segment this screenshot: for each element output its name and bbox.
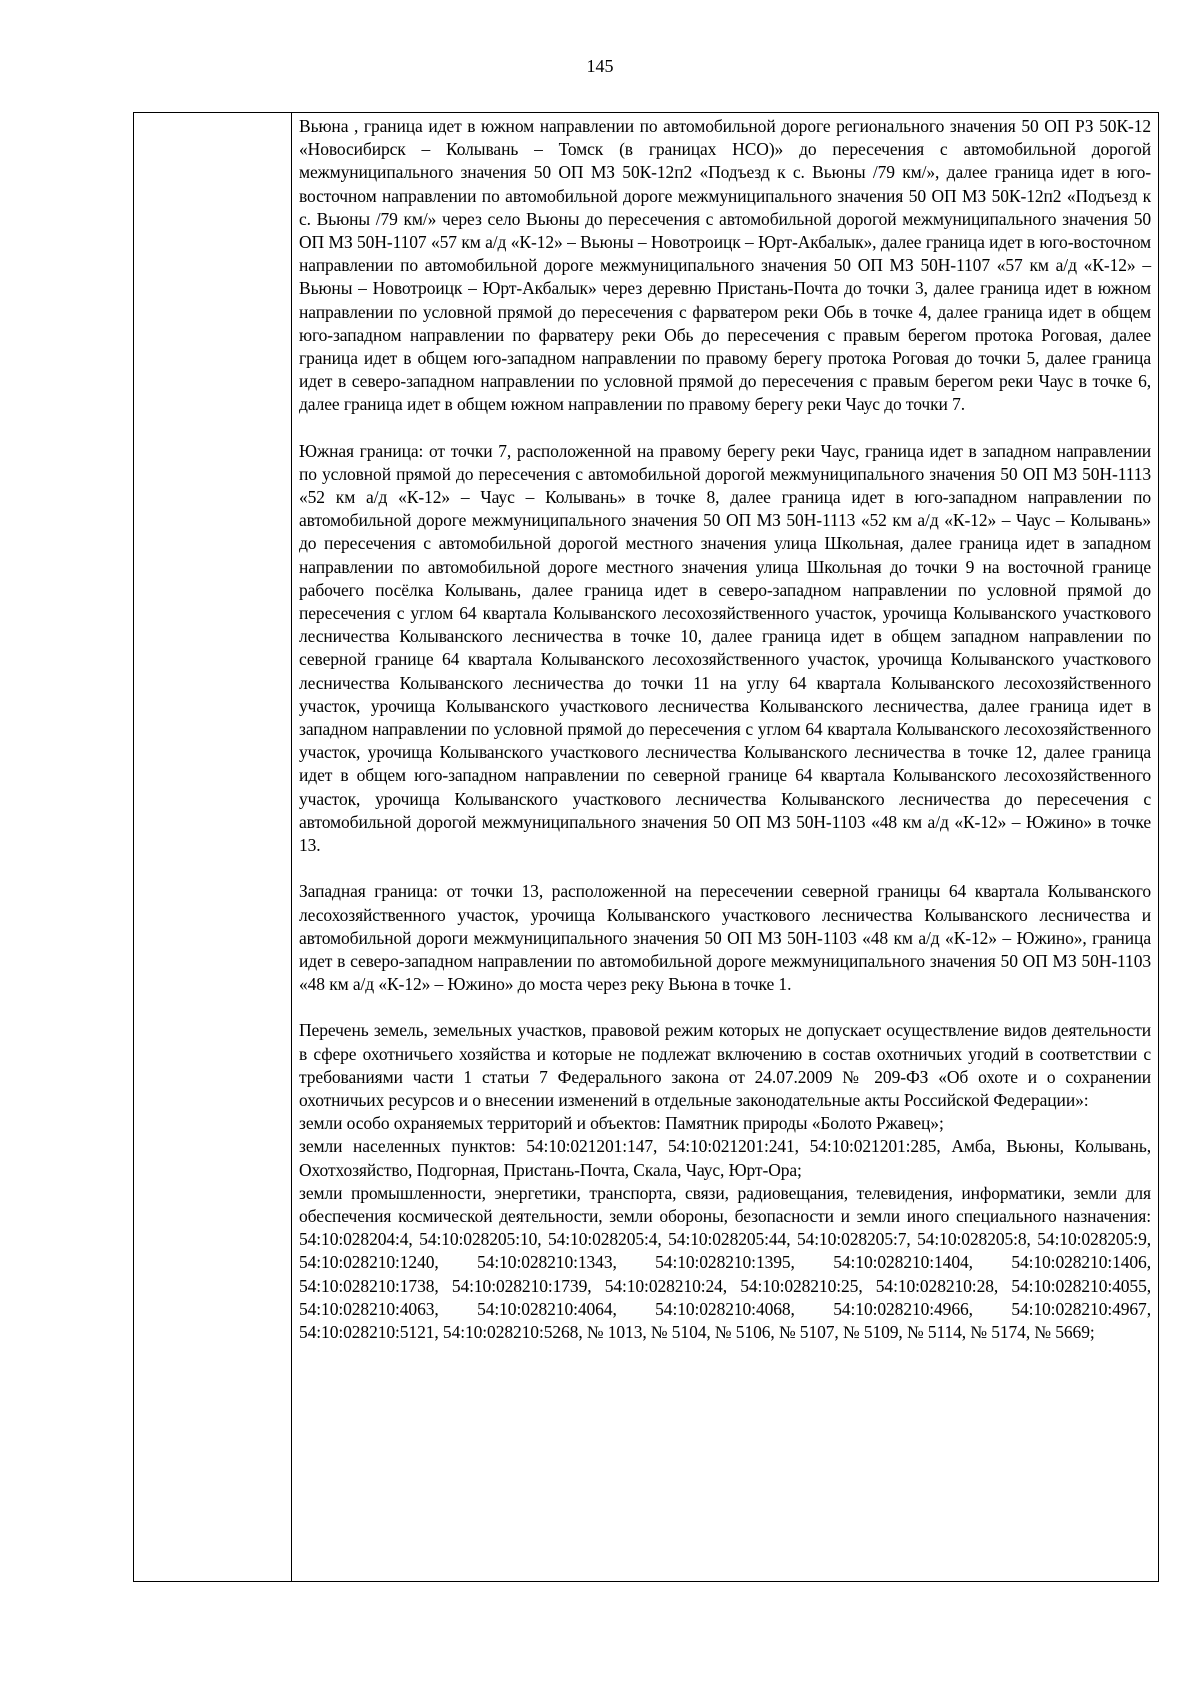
industrial-special-lands: земли промышленности, энергетики, транспорта, связи, радиовещания, телевидения, информатики, земли для обеспечения космической деятельности, земли обороны, безопасности и земли иного специального назначения: 54:10:028204:4, 54:10:028205:10, 54:10:028205:4, 54:10:028205:44, 54:10:028205:7, 54:10:028205:8, 54:10:028205:9, 54:10:028210:1240, 54:10:028210:1343, 54:10:028210:1395, 54:10:028210:1404, 54:10:028210:1406, 54:10:028210:1738, 54:10:028210:1739, 54:10:028210:24, 54:10:028210:25, 54:10:028210:28, 54:10:028210:4055, 54:10:028210:4063, 54:10:028210:4064, 54:10:028210:4068, 54:10:028210:4966, 54:10:028210:4967, 54:10:028210:5121, 54:10:028210:5268, № 1013, № 5104, № 5106, № 5107, № 5109, № 5114, № 5174, № 5669; (299, 1182, 1151, 1342)
protected-territories-lands: земли особо охраняемых территорий и объектов: Памятник природы «Болото Ржавец»; (299, 1113, 944, 1134)
southern-boundary-paragraph: Южная граница: от точки 7, расположенной на правому берегу реки Чаус, граница идет в западном направлении по условной прямой до пересечения с автомобильной дорогой межмуниципального значения 50 ОП МЗ 50Н-1113 «52 км а/д «К-12» – Чаус – Колывань» в точке 8, далее граница идет в юго-западном направлении по автомобильной дороге межмуниципального значения 50 ОП МЗ 50Н-1113 «52 км а/д «К-12» – Чаус – Колывань» до пересечения с автомобильной дорогой местного значения улица Школьная, далее граница идет в западном направлении по автомобильной дороге местного значения улица Школьная до точки 9 на восточной границе рабочего посёлка Колывань, далее граница идет в северо-западном направлении по условной прямой до пересечения с углом 64 квартала Колыванского лесохозяйственного участок, урочища Колыванского участкового лесничества Колыванского лесничества в точке 10, далее граница идет в общем западном направлении по северной границе 64 квартала Колыванского лесохозяйственного участок, урочища Колыванского участкового лесничества Колыванского лесничества до точки 11 на углу 64 квартала Колыванского лесохозяйственного участок, урочища Колыванского участкового лесничества Колыванского лесничества, далее граница идет в западном направлении по условной прямой до пересечения с углом 64 квартала Колыванского лесохозяйственного участок, урочища Колыванского участкового лесничества Колыванского лесничества в точке 12, далее граница идет в общем юго-западном направлении по северной границе 64 квартала Колыванского лесохозяйственного участок, урочища Колыванского участкового лесничества Колыванского лесничества до пересечения с автомобильной дорогой межмуниципального значения 50 ОП МЗ 50Н-1103 «48 км а/д «К-12» – Южино» в точке 13. (299, 440, 1151, 856)
western-boundary-paragraph: Западная граница: от точки 13, расположенной на пересечении северной границы 64 квартала Колыванского лесохозяйственного участок, урочища Колыванского участкового лесничества Колыванского лесничества и автомобильной дороги межмуниципального значения 50 ОП МЗ 50Н-1103 «48 км а/д «К-12» – Южино», граница идет в северо-западном направлении по автомобильной дороге межмуниципального значения 50 ОП МЗ 50Н-1103 «48 км а/д «К-12» – Южино» до моста через реку Вьюна в точке 1. (299, 881, 1151, 995)
document-table (133, 112, 1159, 1582)
paragraph-spacer (299, 996, 1151, 1019)
paragraph-spacer (299, 417, 1151, 440)
paragraph-spacer (299, 857, 1151, 880)
table-left-column (134, 113, 292, 1581)
excluded-lands-intro: Перечень земель, земельных участков, правовой режим которых не допускает осуществление видов деятельности в сфере охотничьего хозяйства и которые не подлежат включению в состав охотничьих угодий в соответствии с требованиями части 1 статьи 7 Федерального закона от 24.07.2009 № 209-ФЗ «Об охоте и о сохранении охотничьих ресурсов и о внесении изменений в отдельные законодательные акты Российской Федерации»: (299, 1020, 1151, 1110)
settlement-lands: земли населенных пунктов: 54:10:021201:147, 54:10:021201:241, 54:10:021201:285, Амба, Вьюны, Колывань, Охотхозяйство, Подгорная, Пристань-Почта, Скала, Чаус, Юрт-Ора; (299, 1136, 1151, 1180)
page-number: 145 (586, 56, 614, 76)
table-right-column (292, 113, 1158, 1581)
north-east-boundary-continuation: Вьюна , граница идет в южном направлении по автомобильной дороге регионального значения 50 ОП РЗ 50К-12 «Новосибирск – Колывань – Томск (в границах НСО)» до пересечения с автомобильной дорогой межмуниципального значения 50 ОП МЗ 50К-12п2 «Подъезд к с. Вьюны /79 км/», далее граница идет в юго-восточном направлении по автомобильной дороге межмуниципального значения 50 ОП МЗ 50К-12п2 «Подъезд к с. Вьюны /79 км/» через село Вьюны до пересечения с автомобильной дорогой межмуниципального значения 50 ОП МЗ 50Н-1107 «57 км а/д «К-12» – Вьюны – Новотроицк – Юрт-Акбалык», далее граница идет в юго-восточном направлении по автомобильной дороге межмуниципального значения 50 ОП МЗ 50Н-1107 «57 км а/д «К-12» – Вьюны – Новотроицк – Юрт-Акбалык» через деревню Пристань-Почта до точки 3, далее граница идет в южном направлении по условной прямой до пересечения с фарватером реки Обь в точке 4, далее граница идет в общем юго-западном направлении по фарватеру реки Обь до пересечения с правым берегом протока Роговая, далее граница идет в общем юго-западном направлении по правому берегу протока Роговая до точки 5, далее граница идет в северо-западном направлении по условной прямой до пересечения с правым берегом реки Чаус в точке 6, далее граница идет в общем южном направлении по правому берегу реки Чаус до точки 7. (299, 116, 1151, 415)
